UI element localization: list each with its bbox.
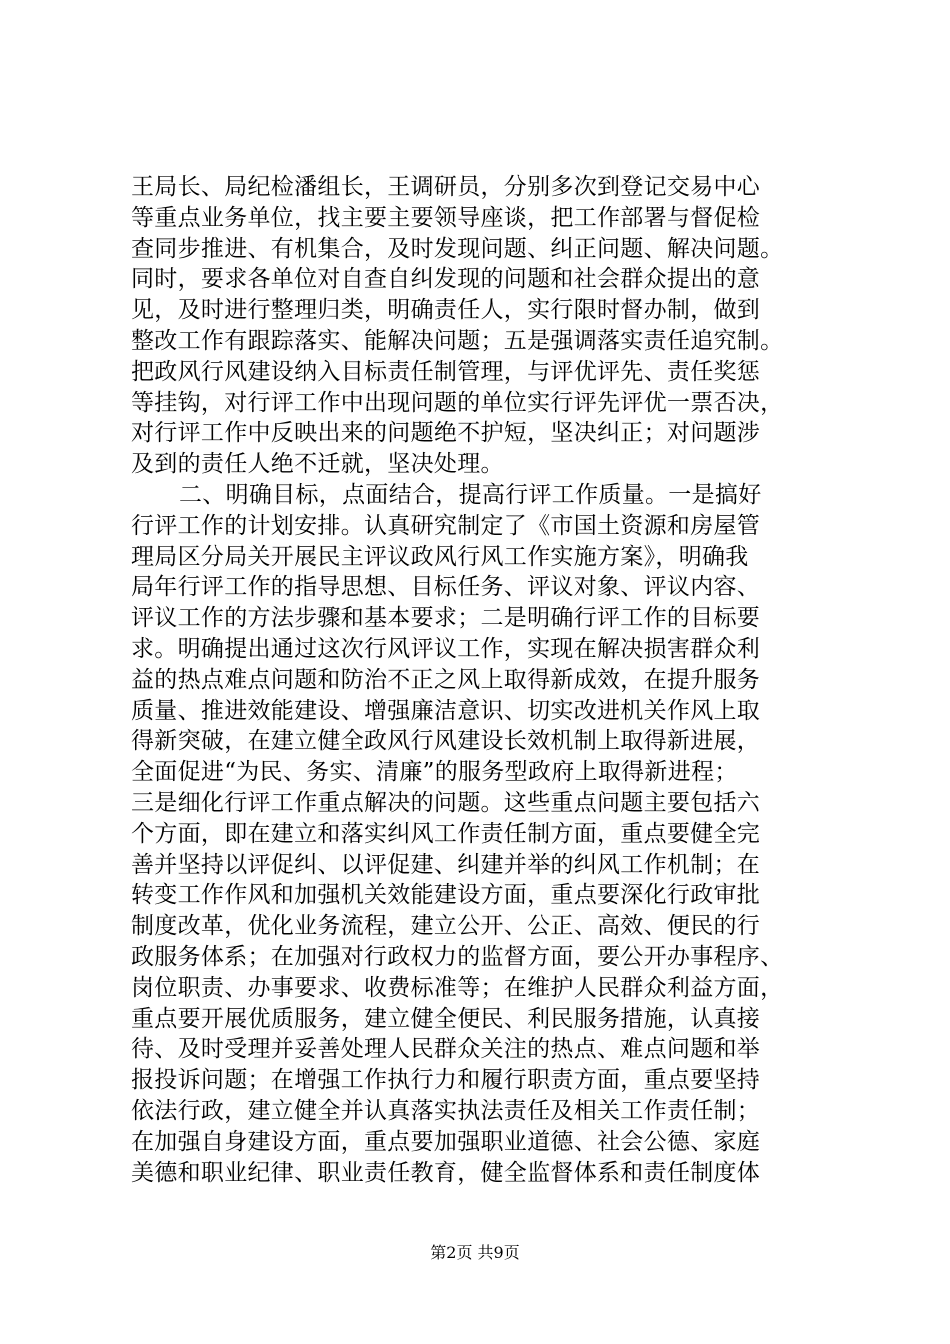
- text-line: 三是细化行评工作重点解决的问题。这些重点问题主要包括六: [131, 789, 761, 816]
- text-line: 美德和职业纪律、职业责任教育，健全监督体系和责任制度体: [131, 1159, 761, 1186]
- text-line: 制度改革，优化业务流程，建立公开、公正、高效、便民的行: [131, 913, 761, 940]
- text-line: 二、明确目标，点面结合，提高行评工作质量。一是搞好: [179, 481, 762, 508]
- text-line: 及到的责任人绝不迁就，坚决处理。: [131, 451, 504, 478]
- text-line: 质量、推进效能建设、增强廉洁意识、切实改进机关作风上取: [131, 697, 761, 724]
- text-line: 待、及时受理并妥善处理人民群众关注的热点、难点问题和举: [131, 1036, 761, 1063]
- text-line: 得新突破，在建立健全政风行风建设长效机制上取得新进展，: [131, 728, 761, 755]
- text-line: 见，及时进行整理归类，明确责任人，实行限时督办制，做到: [131, 297, 761, 324]
- text-line: 益的热点难点问题和防治不正之风上取得新成效，在提升服务: [131, 666, 761, 693]
- text-line: 查同步推进、有机集合，及时发现问题、纠正问题、解决问题。: [131, 235, 784, 262]
- text-line: 把政风行风建设纳入目标责任制管理，与评优评先、责任奖惩: [131, 358, 761, 385]
- text-line: 行评工作的计划安排。认真研究制定了《市国土资源和房屋管: [131, 512, 761, 539]
- text-line: 局年行评工作的指导思想、目标任务、评议对象、评议内容、: [131, 574, 761, 601]
- text-line: 岗位职责、办事要求、收费标准等；在维护人民群众利益方面，: [131, 974, 784, 1001]
- text-line: 评议工作的方法步骤和基本要求；二是明确行评工作的目标要: [131, 605, 761, 632]
- text-line: 政服务体系；在加强对行政权力的监督方面，要公开办事程序、: [131, 943, 784, 970]
- text-line: 王局长、局纪检潘组长，王调研员，分别多次到登记交易中心: [131, 174, 761, 200]
- page-footer: 第2页 共9页: [430, 1243, 520, 1262]
- text-line: 整改工作有跟踪落实、能解决问题；五是强调落实责任追究制。: [131, 327, 784, 354]
- text-line: 对行评工作中反映出来的问题绝不护短，坚决纠正；对问题涉: [131, 420, 761, 447]
- text-line: 转变工作作风和加强机关效能建设方面，重点要深化行政审批: [131, 882, 761, 909]
- text-line: 报投诉问题；在增强工作执行力和履行职责方面，重点要坚持: [131, 1067, 761, 1094]
- text-line: 求。明确提出通过这次行风评议工作，实现在解决损害群众利: [131, 635, 761, 662]
- text-line: 个方面，即在建立和落实纠风工作责任制方面，重点要健全完: [131, 820, 761, 847]
- text-line: 全面促进“为民、务实、清廉”的服务型政府上取得新进程；: [131, 759, 738, 786]
- text-line: 等重点业务单位，找主要主要领导座谈，把工作部署与督促检: [131, 204, 761, 231]
- text-line: 依法行政，建立健全并认真落实执法责任及相关工作责任制；: [131, 1097, 761, 1124]
- text-line: 重点要开展优质服务，建立健全便民、利民服务措施，认真接: [131, 1005, 761, 1032]
- text-line: 等挂钩，对行评工作中出现问题的单位实行评先评优一票否决，: [131, 389, 784, 416]
- text-line: 在加强自身建设方面，重点要加强职业道德、社会公德、家庭: [131, 1128, 761, 1155]
- text-line: 同时，要求各单位对自查自纠发现的问题和社会群众提出的意: [131, 266, 761, 293]
- document-body: [131, 172, 831, 1188]
- text-line: 理局区分局关开展民主评议政风行风工作实施方案》，明确我: [131, 543, 749, 570]
- text-line: 善并坚持以评促纠、以评促建、纠建并举的纠风工作机制；在: [131, 851, 761, 878]
